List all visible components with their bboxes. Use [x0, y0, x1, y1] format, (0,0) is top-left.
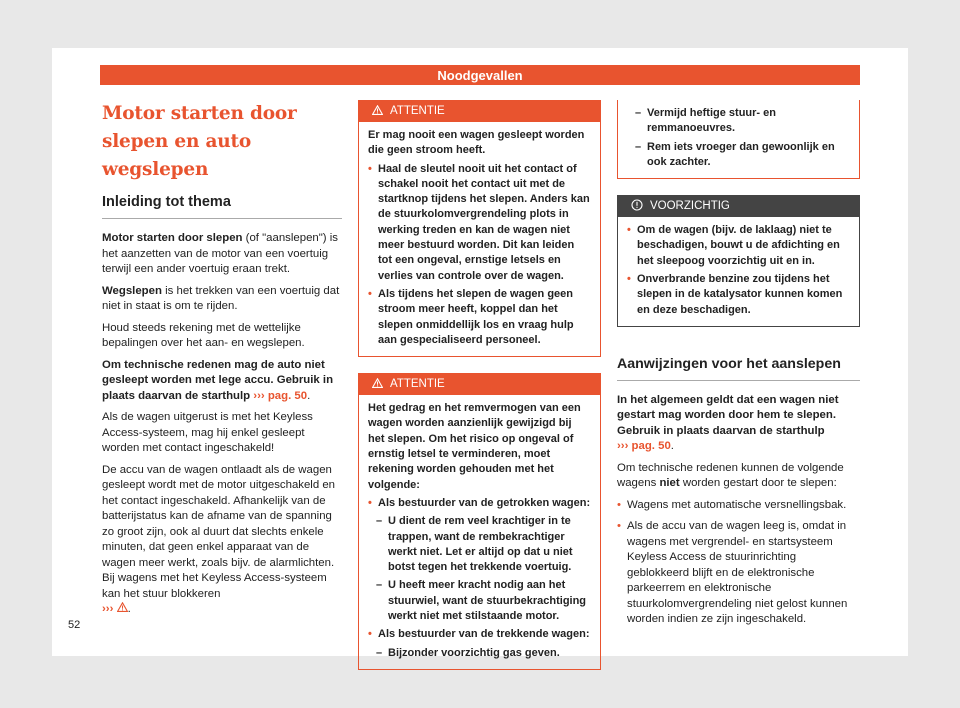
paragraph: Als de wagen uitgerust is met het Keyless Access-systeem, mag hij enkel gesleept worden met contact ingeschakeld! [102, 411, 313, 454]
page-link[interactable]: ››› pag. 50 [617, 440, 671, 453]
warning-box-header [358, 100, 601, 122]
list-item: • Om de wagen (bijv. de laklaag) niet te beschadigen, bouwt u de afdichting en het sleepoog voorzichtig uit en in. [627, 223, 850, 269]
column-right [617, 100, 860, 628]
divider [102, 218, 342, 219]
page-link[interactable]: ››› [102, 603, 114, 615]
sub-list-item: – Bijzonder voorzichtig gas geven. [368, 646, 591, 661]
paragraph: Om technische redenen kunnen de volgende wagens niet worden gestart door te slepen: [617, 461, 844, 490]
sub-list-item: – Rem iets vroeger dan gewoonlijk en ook zachter. [627, 140, 850, 171]
warning-box [358, 122, 601, 357]
sub-list-item: – Vermijd heftige stuur- en remmanoeuvres. [627, 106, 850, 137]
page-number: 52 [68, 619, 81, 631]
warning-label: ATTENTIE [390, 378, 445, 391]
list-item: • Als bestuurder van de getrokken wagen: [368, 496, 591, 511]
paragraph: Om technische redenen mag de auto niet gesleept worden met lege accu. Gebruik in plaats daarvan de starthulp ››› pag. 50. [102, 358, 334, 402]
warning-icon [117, 602, 128, 612]
list-item: • Als de accu van de wagen leeg is, omdat in wagens met vergrendel- en startsysteem Keyless Access de stuurinrichting geblokkeerd blijft en de elektronische parkeerrem en elektronische stuurkolomvergrendeling niet gelost kunnen worden indien ze zijn ingeschakeld. [617, 519, 860, 628]
warning-box [358, 395, 601, 670]
warning-intro: Het gedrag en het remvermogen van een wagen worden aanzienlijk gewijzigd bij het slepen. Om het risico op ongeval of ernstig letsel te verminderen, moet rekening worden gehouden met het volgende: [368, 402, 581, 491]
caution-box-header [617, 195, 860, 217]
warning-label: ATTENTIE [390, 105, 445, 117]
warning-intro: Er mag nooit een wagen gesleept worden die geen stroom heeft. [368, 129, 585, 157]
column-left [102, 100, 342, 618]
section-title: Noodgevallen [437, 67, 523, 83]
paragraph: In het algemeen geldt dat een wagen niet gestart mag worden door hem te slepen. Gebruik in plaats daarvan de starthulp ››› pag. 50. [617, 393, 839, 453]
sub-list-item: – U dient de rem veel krachtiger in te trappen, want de rembekrachtiger werkt niet. Let er altijd op dat u niet botst tegen het trekkende voertuig. [368, 514, 591, 575]
paragraph: De accu van de wagen ontlaadt als de wagen gesleept wordt met de motor uitgeschakeld en het contact ingeschakeld. Afhankelijk van de batterijstatus kan de afname van de spanning zo groot zijn, ook al duurt dat slechts enkele minuten, dat geen enkel apparaat van de wagen meer werkt, zoals bijv. de alarmlichten. Bij wagens met het Keyless Access-systeem kan het stuur blokkeren ››› . [102, 463, 336, 615]
paragraph: Houd steeds rekening met de wettelijke bepalingen over het aan- en wegslepen. [102, 321, 305, 349]
warning-box-header [358, 373, 601, 395]
list-item: • Haal de sleutel nooit uit het contact of schakel nooit het contact uit met de startknop tijdens het slepen. Anders kan de stuurkolomvergrendeling plots in werking treden en kan de wagen niet meer bestuurd worden. Dit kan leiden tot een ongeval, ernstige letsels en verlies van controle over de wagen. [368, 162, 591, 284]
column-middle [358, 100, 601, 670]
section-subtitle: Inleiding tot thema [102, 194, 231, 210]
paragraph: Motor starten door slepen (of "aanslepen") is het aanzetten van de motor van een voertuig terwijl een ander voertuig eraan trekt. [102, 232, 338, 275]
list-item: • Wagens met automatische versnellingsbak. [617, 498, 860, 514]
caution-icon [631, 199, 643, 214]
section-heading: Aanwijzingen voor het aanslepen [617, 355, 841, 372]
warning-icon [372, 378, 383, 391]
list-item: • Onverbrande benzine zou tijdens het slepen in de katalysator kunnen komen en deze beschadigen. [627, 272, 850, 318]
sub-list-item: – U heeft meer kracht nodig aan het stuurwiel, want de stuurbekrachtiging werkt niet met stilstaande motor. [368, 578, 591, 624]
warning-icon [372, 105, 383, 118]
paragraph: Wegslepen is het trekken van een voertuig dat niet in staat is om te rijden. [102, 284, 340, 312]
caution-box [617, 217, 860, 327]
caution-label: VOORZICHTIG [650, 200, 730, 213]
page-title: Motor starten door slepen en auto wegslepen [102, 103, 297, 180]
divider [617, 380, 860, 381]
list-item: • Als tijdens het slepen de wagen geen stroom meer heeft, koppel dan het slepen onmiddellijk los en vraag hulp aan gespecialiseerd personeel. [368, 287, 591, 348]
section-header [100, 65, 860, 85]
page-link[interactable]: ››› pag. 50 [253, 389, 308, 402]
warning-box-continued [617, 100, 860, 179]
list-item: • Als bestuurder van de trekkende wagen: [368, 627, 591, 642]
